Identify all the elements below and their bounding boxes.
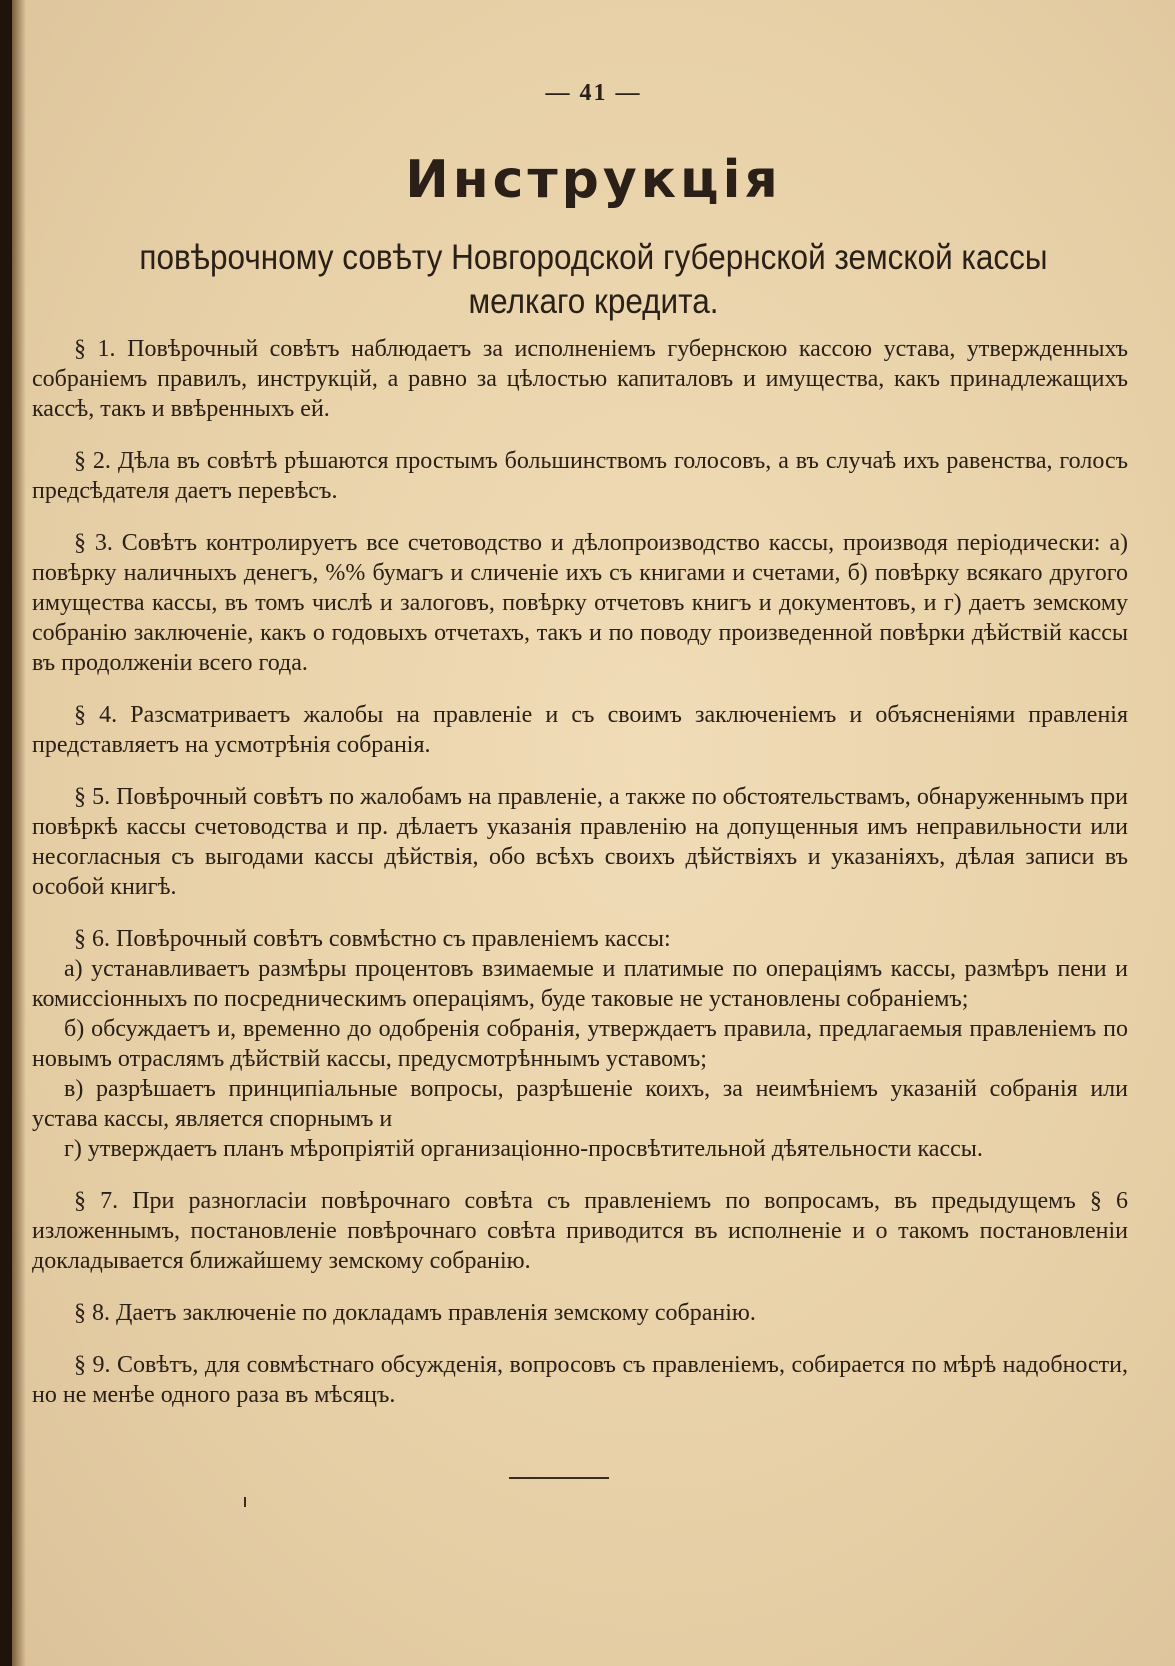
section-1: § 1. Повѣрочный совѣтъ наблюдаетъ за исполненіемъ губернскою кассою устава, утвержденныхъ собраніемъ правилъ, инструкцій, а равно за цѣлостью капиталовъ и имущества, какъ принадлежащихъ кассѣ, такъ и ввѣренныхъ ей.: [32, 336, 1128, 422]
section-2: § 2. Дѣла въ совѣтѣ рѣшаются простымъ большинствомъ голосовъ, а въ случаѣ ихъ равенства, голосъ предсѣдателя даетъ перевѣсъ.: [32, 448, 1128, 504]
document-body: [32, 334, 1128, 1432]
document-subtitle: [106, 236, 1081, 324]
page-number: — 41 —: [545, 80, 642, 106]
document-title: Инструкція: [405, 150, 782, 210]
end-rule: [509, 1477, 609, 1479]
section-6-item-g: г) утверждаетъ планъ мѣропріятій организаціонно-просвѣтительной дѣятельности кассы.: [64, 1136, 983, 1162]
binding-shadow: [12, 0, 26, 1666]
section-4: § 4. Разсматриваетъ жалобы на правленіе и съ своимъ заключеніемъ и объясненіями правленія представляетъ на усмотрѣнія собранія.: [32, 702, 1128, 758]
section-3: § 3. Совѣтъ контролируетъ все счетоводство и дѣлопроизводство кассы, производя періодически: а) повѣрку наличныхъ денегъ, %% бумагъ и сличеніе ихъ съ книгами и счетами, б) повѣрку всякаго другого имущества кассы, въ томъ числѣ и залоговъ, повѣрку отчетовъ книгъ и документовъ, и г) даетъ земскому собранію заключеніе, какъ о годовыхъ отчетахъ, такъ и по поводу произведенной повѣрки дѣйствій кассы въ продолженіи всего года.: [32, 530, 1128, 676]
section-7: § 7. При разногласіи повѣрочнаго совѣта съ правленіемъ по вопросамъ, въ предыдущемъ § 6 изложеннымъ, постановленіе повѣрочнаго совѣта приводится въ исполненіе и о такомъ постановленіи докладывается ближайшему земскому собранію.: [32, 1188, 1128, 1274]
section-9: § 9. Совѣтъ, для совмѣстнаго обсужденія, вопросовъ съ правленіемъ, собирается по мѣрѣ надобности, но не менѣе одного раза въ мѣсяцъ.: [32, 1352, 1128, 1408]
section-6-item-v: в) разрѣшаетъ принципіальные вопросы, разрѣшеніе коихъ, за неимѣніемъ указаній собранія или устава кассы, является спорнымъ и: [32, 1076, 1128, 1132]
document-page: [12, 0, 1175, 1666]
section-8: § 8. Даетъ заключеніе по докладамъ правленія земскому собранію.: [74, 1300, 756, 1326]
section-6-item-a: а) устанавливаетъ размѣры процентовъ взимаемые и платимые по операціямъ кассы, размѣръ пени и комиссіонныхъ по посредническимъ операціямъ, буде таковые не установлены собраніемъ;: [32, 956, 1128, 1012]
section-6-item-b: б) обсуждаетъ и, временно до одобренія собранія, утверждаетъ правила, предлагаемыя правленіемъ по новымъ отраслямъ дѣйствій кассы, предусмотрѣннымъ уставомъ;: [32, 1016, 1128, 1072]
section-6-intro: § 6. Повѣрочный совѣтъ совмѣстно съ правленіемъ кассы:: [74, 926, 671, 952]
paper-speck: [244, 1497, 246, 1507]
subtitle-line-2: мелкаго кредита.: [468, 282, 719, 321]
section-5: § 5. Повѣрочный совѣтъ по жалобамъ на правленіе, а также по обстоятельствамъ, обнаруженнымъ при повѣркѣ кассы счетоводства и пр. дѣлаетъ указанія правленію на допущенныя имъ неправильности или несогласныя съ выгодами кассы дѣйствія, обо всѣхъ своихъ дѣйствіяхъ и указаніяхъ, дѣлая записи въ особой книгѣ.: [32, 784, 1128, 900]
subtitle-line-1: повѣрочному совѣту Новгородской губернской земской кассы: [139, 238, 1048, 277]
